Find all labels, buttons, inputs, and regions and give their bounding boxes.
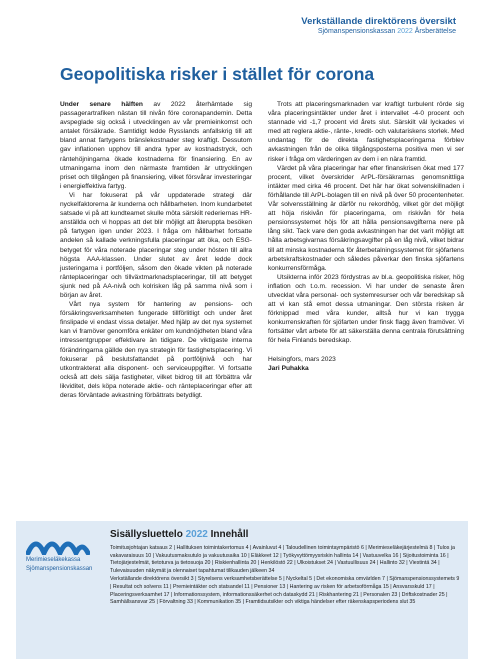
paragraph-5: Värdet på våra placeringar har efter finanskrisen ökat med 177 procent, vilket överskrider ArPL-försäkrarnas genomsnittliga intäkter med cirka 46 procent. Det här har ökat solvenskillnaden i förhållande till ArPL-bolagen till en nivå på över 50 procentenheter. Vår solvensställning är därför nu rekordhög, vilket gör det möjligt att höja riskivån för placeringarna, om riskivån för hela pensionssystemet höjs för att hålla pensionsavgifterna nere på lång sikt. Tack vare den goda avkastningen har det varit möjligt att hålla arbetsgivarnas försäkringsavgifter på en låg nivå, vilket bidrar till att minska kostnaderna för återbetalningssystemet för sjöfartens arbetskraftskostnader och således påverkar den finska sjöfartens konkurrensförmåga.: [268, 164, 464, 272]
toc-body: [110, 529, 460, 608]
waves-logo-icon: [26, 531, 90, 555]
running-header: [301, 16, 456, 35]
logo-name-sv: Sjömanspensionskassan: [26, 566, 93, 572]
header-subtitle: [301, 28, 456, 35]
paragraph-6: Utsikterna inför 2023 fördystras av bl.a. geopolitiska risker, hög inflation och t.o.m. recession. Vi har under de senaste åren utvecklat våra personal- och systemresurser och vår beredskap så att vi kan stå emot dessa utmaningar. Den största risken är förknippad med våra kunder, alltså hur vi kan trygga konkurrenskraften för sjöfarten under finsk flagg även framöver. Vi fortsätter vårt arbete för att säkerställa denna centrala förutsättning för hela Finlands beredskap.: [268, 273, 464, 345]
lead-in: Under senare hälften: [60, 101, 143, 108]
signature-name: [268, 364, 464, 373]
paragraph-2: Vi har fokuserat på vår uppdaterade strategi där nyckelfaktorerna är kunderna och hållbarheten. Inom kundarbetet satsade vi på att kundteamet skulle möta särskilt rederiernas HR-anställda och vi hoppas att det blir möjligt att återuppta besöken på fartygen igen under 2023. I fråga om hållbarhet fortsatte andelen så kallade verkningsfulla placeringar att öka, och ESG-betyget för våra noterade placeringar steg under hösten till allra högsta AAA-klassen. Under slutet av året ledde dock justeringarna i portföljen, såsom den ökade vikten på noterade ränteplaceringar och tillväxtmarknadsplaceringar, till att betyget sjunk ned på AA-nivå och kolrisken låg på samma nivå som i början av året.: [60, 191, 252, 299]
header-org: Sjömanspensionskassan: [317, 28, 396, 35]
paragraph-4: Trots att placeringsmarknaden var kraftigt turbulent rörde sig våra placeringsintäkter under året i intervallet -4-0 procent och stannade vid -1,7 procent vid årets slut. Särskilt väl lyckades vi med att reglera aktie-, ränte-, kredit- och valutariskens storlek. Med undantag för de direkta fastighetsplaceringarna förblev avkastningen från de olika tillgångsposterna positiva men vi ser risker i fråga om värderingen av dem i en nära framtid.: [268, 101, 464, 163]
logo-name-fi: Merimieseläkekassa: [26, 557, 81, 563]
logo: [26, 531, 102, 573]
toc-swedish-list[interactable]: Verkställande direktörens översikt 3 | Styrelsens verksamhetsberättelse 5 | Nyckeltal 5 | Det ekonomiska omvärlden 7 | Sjömanspensionssystemets 9 | Resultat och solvens 11 | Premieintäkter och statsandel 11 | Pensioner 13 | Hantering av risken för arbetsoförmåga 15 | Ansvarsskuld 17 | Placeringsverksamhet 17 | Informationssystem, informationssäkerhet och dataskydd 21 | Riskhantering 21 | Personalen 23 | Driftskostnader 25 | Samhällsansvar 25 | Förvaltning 33 | Kommunikation 35 | Framtidsutsikter och viktiga händelser efter räkenskapsperiodens slut 35: [110, 576, 460, 606]
toc-heading-fi: Sisällysluettelo: [110, 529, 183, 540]
signature-name-text: Jari Puhakka: [268, 364, 309, 372]
table-of-contents: [16, 521, 468, 659]
article-column-left: [60, 100, 252, 400]
header-year: 2022: [397, 28, 413, 35]
header-title: Verkställande direktörens översikt: [301, 16, 456, 27]
toc-heading-sv: Innehåll: [210, 529, 249, 540]
signature-place-date: Helsingfors, mars 2023: [268, 355, 336, 363]
header-report: Årsberättelse: [414, 28, 456, 35]
paragraph-1: [60, 100, 252, 191]
paragraph-1-text: av 2022 återhämtade sig passagerartrafiken nästan till nivån före coronapandemin. Detta avspeglade sig också i utvecklingen av vår premieinkomst och antalet försäkrade. Samtidigt ledde Rysslands anfallskrig till att bland annat fartygens bränslekostnader steg kraftigt. Dessutom gav inflationen upphov till andra typer av kostnadstryck, och räntehöjningarna ökade kostnaderna för finansiering. En av utmaningarna inom den närmaste framtiden är uttrycklingen priset och tillgången på finansiering, vilket försvårar investeringar i energieffektiva fartyg.: [60, 101, 252, 190]
toc-heading: [110, 529, 460, 540]
page-title: Geopolitiska risker i stället för corona: [60, 64, 375, 84]
article-column-right: [268, 100, 464, 373]
toc-heading-year: 2022: [185, 529, 208, 540]
toc-finnish-list[interactable]: Toimitusjohtajan katsaus 2 | Hallituksen toimintakertomus 4 | Avainluvut 4 | Taloudellinen toimintaympäristö 6 | Merimieseläkejärjestelmä 8 | Tulos ja vakavaraisuus 10 | Vakuutusmaksutulo ja vakuutusaika 10 | Eläkkeet 12 | Työkyvyttömyysriskin hallinta 14 | Vastuuvelka 16 | Sijoitustoiminta 16 | Tietojärjestelmät, tietoturva ja tietosuoja 20 | Riskienhallinta 20 | Henkilöstö 22 | Ulkoistukset 24 | Vastuullisuus 24 | Hallinto 32 | Viestintä 34 | Tulevaisuuden näkymät ja olennaiset tapahtumat tilikauden jälkeen 34: [110, 545, 455, 574]
paragraph-3: Vårt nya system för hantering av pensions- och försäkringsverksamheten fungerade tillförlitligt och under året finslipade vi endast vissa detaljer. Med hjälp av det nya systemet kan vi framöver genomföra enkäter om kundnöjdheten bland våra intressentgrupper effektivare än tidigare. De viktigaste interna förändringarna gällde den nya strategin för fastighetsplacering. Vi fokuserar på beslutsfattandet på portföljnivå och har utkontrakterat alla disponent- och serviceuppgifter. Vi fortsatte också att dels sälja fastigheter, vilket bidrog till att förbättra vår likviditet, dels köpa noterade aktie- och ränteplaceringar efter att deras förväntade avkastning förbättrats betydligt.: [60, 301, 252, 399]
